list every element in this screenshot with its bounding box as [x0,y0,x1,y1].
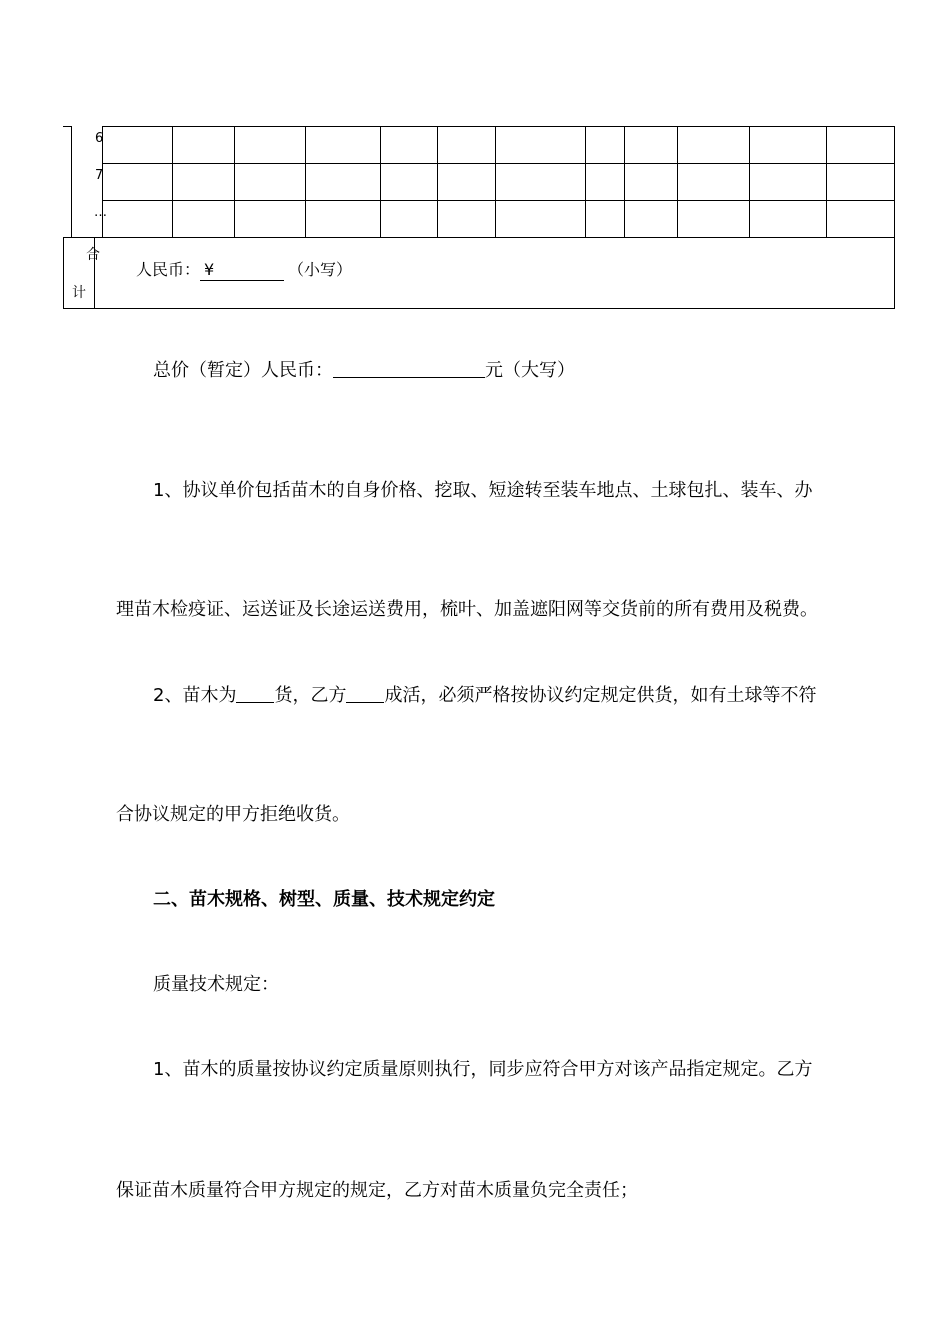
clause-2-part-1: 2、苗木为 [153,685,237,706]
row-number-ellipsis: … [94,205,107,220]
total-price-blank [333,359,485,378]
table-corner-mark [63,126,71,127]
table-row-divider [63,237,895,238]
rmb-suffix: （小写） [288,260,353,279]
quality-item-1-line-2: 保证苗木质量符合甲方规定的规定，乙方对苗木质量负完全责任； [116,1180,638,1201]
table-border-top [102,126,895,127]
quality-item-1-line-1: 1、苗木的质量按协议约定质量原则执行，同步应符合甲方对该产品指定规定。乙方 [153,1059,813,1080]
table-col-line [172,126,173,237]
price-table [63,126,895,309]
table-col-line [677,126,678,237]
table-left-border [63,237,64,309]
total-label-top: 合 [86,247,100,263]
table-row-divider [102,200,895,201]
table-col-line [305,126,306,237]
row-number-7: 7 [95,168,104,183]
clause-2-line-2: 合协议规定的甲方拒绝收货。 [116,804,350,825]
table-col-line [585,126,586,237]
clause-2-line-1 [153,684,816,707]
currency-symbol: ¥ [204,260,215,279]
survival-blank [346,684,384,703]
total-label-bottom: 计 [72,285,86,301]
clause-2-part-2: 货，乙方 [274,685,347,706]
table-left-border [71,126,72,237]
quality-subheading: 质量技术规定： [153,974,279,995]
total-rmb-line [136,260,352,281]
table-col-line [495,126,496,237]
rmb-amount-blank [200,260,284,281]
total-price-suffix: 元（大写） [485,360,575,381]
table-col-line [234,126,235,237]
table-col-line [826,126,827,237]
section-2-heading: 二、苗木规格、树型、质量、技术规定约定 [153,889,495,910]
table-row-divider [102,163,895,164]
table-col-line [437,126,438,237]
row-number-6: 6 [95,131,104,146]
clause-1-line-2: 理苗木检疫证、运送证及长途运送费用，梳叶、加盖遮阳网等交货前的所有费用及税费。 [116,599,818,620]
clause-1-line-1: 1、协议单价包括苗木的自身价格、挖取、短途转至装车地点、土球包扎、装车、办 [153,480,813,501]
table-col-line [380,126,381,237]
goods-type-blank [236,684,274,703]
total-price-prefix: 总价（暂定）人民币： [153,360,333,381]
table-right-border [894,126,895,309]
table-col-line [624,126,625,237]
rmb-prefix: 人民币： [136,260,201,279]
clause-2-part-3: 成活，必须严格按协议约定规定供货，如有土球等不符 [384,685,817,706]
total-price-line [153,359,575,382]
table-col-line [749,126,750,237]
table-border-bottom [63,308,895,309]
